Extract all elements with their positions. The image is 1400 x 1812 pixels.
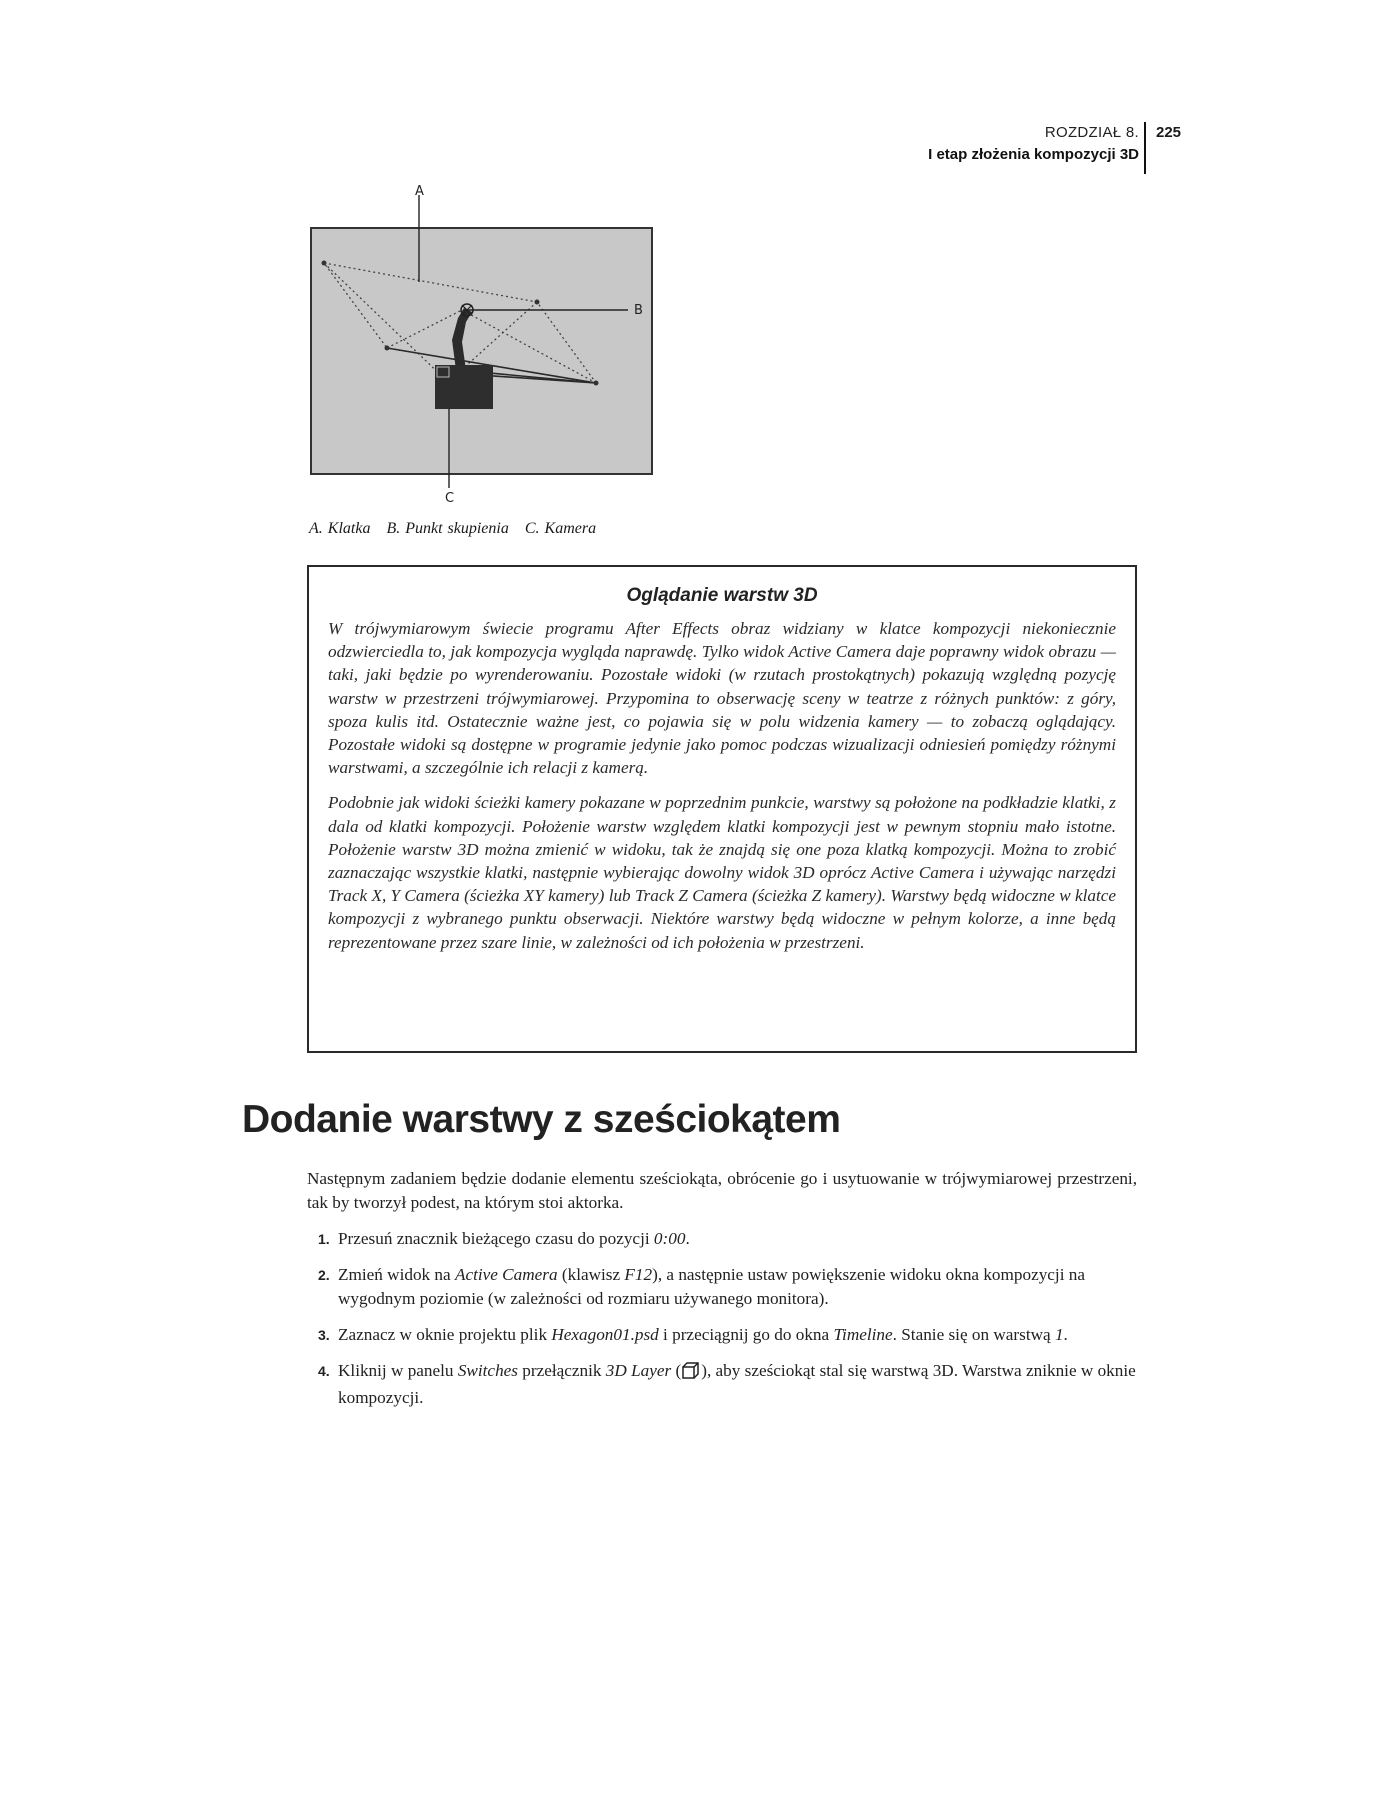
callout-a-label: A: [415, 184, 424, 199]
camera-view-figure: [296, 184, 696, 512]
running-head: [928, 122, 1139, 166]
step-item: 4. Kliknij w panelu Switches przełącznik 3D Layer ( ), aby sześciokąt stal się warstwą 3D. Warstwa zniknie w oknie kompozycji.: [318, 1361, 1136, 1407]
camera-body: [435, 365, 493, 409]
sidebar-paragraph: Podobnie jak widoki ścieżki kamery pokazane w poprzednim punkcie, warstwy są położone na podkładzie klatki, z dala od klatki kompozycji. Położenie warstw względem klatki kompozycji jest w pewnym stopniu mało istotne. Położenie warstw 3D można zmienić w widoku, tak że znajdą się one poza klatką kompozycji. Można to zrobić zaznaczając wszystkie klatki, następnie wybierając dowolny widok 3D oprócz Active Camera i używając narzędzi Track X, Y Camera (ścieżka XY kamery) lub Track Z Camera (ścieżka Z kamery). Warstwy będą widoczne w klatce kompozycji z wybranego punktu obserwacji. Niektóre warstwy będą widoczne w pełnym kolorze, a inne będą reprezentowane przez szare linie, w zależności od ich położenia w przestrzeni.: [328, 793, 1116, 952]
sidebar-box: [307, 565, 1137, 1053]
step-item: 2. Zmień widok na Active Camera (klawisz F12), a następnie ustaw powiększenie widoku okna kompozycji na wygodnym poziomie (w zależności od rozmiaru używanego monitora).: [318, 1265, 1086, 1308]
step-item: 1. Przesuń znacznik bieżącego czasu do pozycji 0:00.: [307, 1227, 1137, 1251]
step-number: 4.: [318, 1363, 330, 1379]
figure-caption: [309, 520, 612, 538]
callout-c-label: C: [445, 491, 455, 506]
composition-frame: [311, 228, 652, 474]
3d-layer-icon: [682, 1362, 700, 1386]
step-number: 2.: [318, 1267, 330, 1283]
callout-b-label: B: [634, 303, 643, 318]
chapter-label: ROZDZIAŁ 8.: [1044, 124, 1139, 141]
section-title: Dodanie warstwy z sześciokątem: [242, 1098, 841, 1141]
page-number: 225: [1156, 124, 1182, 141]
chapter-title: I etap złożenia kompozycji 3D: [928, 146, 1139, 163]
camera-diagram: [296, 190, 696, 512]
caption-item-a: A. Klatka: [309, 520, 371, 537]
sidebar-paragraph: W trójwymiarowym świecie programu After Effects obraz widziany w klatce kompozycji niekoniecznie odzwierciedla to, jak kompozycja wygląda naprawdę. Tylko widok Active Camera daje poprawny widok obrazu — taki, jaki będzie po wyrenderowaniu. Pozostałe widoki (w rzutach prostokątnych) pokazują względną pozycję warstw w przestrzeni trójwymiarowej. Przypomina to obserwację sceny w teatrze z różnych punktów: z góry, spoza kulis itd. Ostatecznie ważne jest, co pojawia się w polu widzenia kamery — to zobaczą oglądający. Pozostałe widoki są dostępne w programie jedynie jako pomoc podczas wizualizacji odniesień pomiędzy różnymi warstwami, a szczególnie ich relacji z kamerą.: [328, 619, 1116, 778]
intro-paragraph: Następnym zadaniem będzie dodanie elementu sześciokąta, obrócenie go i usytuowanie w trójwymiarowej przestrzeni, tak by tworzył podest, na którym stoi aktorka.: [307, 1169, 1137, 1212]
step-number: 1.: [318, 1231, 330, 1247]
caption-item-c: C. Kamera: [524, 520, 597, 537]
step-item: 3. Zaznacz w oknie projektu plik Hexagon01.psd i przeciągnij go do okna Timeline. Stanie się on warstwą 1.: [307, 1323, 1137, 1347]
header-divider: [1144, 122, 1146, 174]
caption-item-b: B. Punkt skupienia: [386, 520, 509, 537]
steps-list: [307, 1227, 1137, 1422]
step-number: 3.: [318, 1327, 330, 1343]
sidebar-title: Oglądanie warstw 3D: [626, 585, 818, 606]
